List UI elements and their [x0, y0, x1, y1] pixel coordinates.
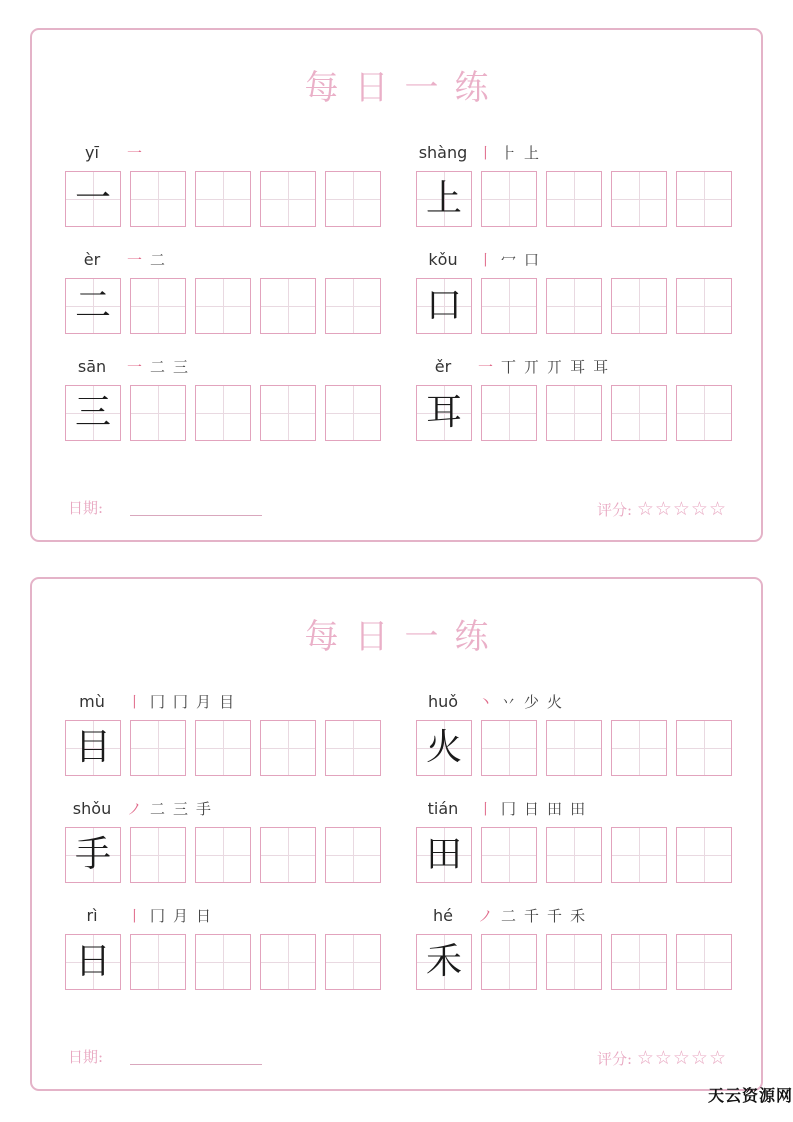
score-area: [597, 1047, 727, 1069]
practice-cell[interactable]: [195, 720, 251, 776]
character-block: [63, 906, 383, 1008]
practice-cell[interactable]: [611, 278, 667, 334]
stroke-order: [478, 904, 593, 928]
practice-cell[interactable]: [130, 171, 186, 227]
stroke-step: 丶: [478, 693, 494, 711]
pinyin-label: ěr: [434, 357, 452, 376]
character-block: [63, 250, 383, 352]
stroke-step: 丨: [478, 800, 494, 818]
practice-cell[interactable]: [611, 720, 667, 776]
practice-cell[interactable]: [546, 385, 602, 441]
model-character: 手: [74, 834, 111, 875]
model-character-cell: [416, 934, 472, 990]
character-block: [63, 692, 383, 794]
model-character: 耳: [425, 392, 462, 433]
stroke-order: [478, 355, 616, 379]
pinyin-label: shàng: [418, 143, 468, 162]
model-character-cell: [65, 385, 121, 441]
practice-cell[interactable]: [260, 720, 316, 776]
practice-cell[interactable]: [481, 827, 537, 883]
model-character: 二: [74, 285, 111, 326]
model-character: 目: [74, 727, 111, 768]
stroke-step: 丅: [501, 358, 517, 376]
date-label: 日期:: [68, 1048, 104, 1066]
stroke-order: [127, 248, 173, 272]
model-character-cell: [65, 278, 121, 334]
practice-cell[interactable]: [611, 171, 667, 227]
stroke-step: 丌: [547, 358, 563, 376]
model-character-cell: [416, 720, 472, 776]
stroke-step: 丨: [127, 693, 143, 711]
model-character: 一: [74, 178, 111, 219]
practice-cell[interactable]: [130, 720, 186, 776]
model-character: 禾: [425, 941, 462, 982]
date-line: [130, 1064, 262, 1065]
stroke-step: 二: [150, 800, 166, 818]
stroke-order: [127, 355, 196, 379]
stroke-step: 火: [547, 693, 563, 711]
practice-cell[interactable]: [195, 934, 251, 990]
pinyin-label: èr: [83, 250, 101, 269]
stroke-step: 丷: [501, 693, 517, 711]
practice-card-1: [30, 28, 763, 542]
stroke-step: 千: [547, 907, 563, 925]
practice-cell[interactable]: [325, 827, 381, 883]
practice-cell[interactable]: [325, 171, 381, 227]
practice-cell[interactable]: [260, 385, 316, 441]
practice-cell[interactable]: [546, 934, 602, 990]
practice-cell[interactable]: [130, 827, 186, 883]
pinyin-label: rì: [86, 906, 98, 925]
stroke-step: 田: [570, 800, 586, 818]
star-rating: ☆☆☆☆☆: [636, 498, 727, 520]
stroke-order: [478, 141, 547, 165]
practice-cell[interactable]: [260, 278, 316, 334]
pinyin-label: yī: [85, 143, 99, 162]
stroke-step: 一: [127, 144, 143, 162]
stroke-step: 冖: [501, 251, 517, 269]
stroke-step: 一: [127, 358, 143, 376]
practice-cell[interactable]: [195, 827, 251, 883]
pinyin-label: sān: [77, 357, 107, 376]
stroke-step: 目: [219, 693, 235, 711]
pinyin-label: tián: [427, 799, 459, 818]
stroke-step: 丌: [524, 358, 540, 376]
practice-cell[interactable]: [260, 827, 316, 883]
practice-cell[interactable]: [546, 827, 602, 883]
model-character: 上: [425, 178, 462, 219]
stroke-step: 丨: [478, 251, 494, 269]
pinyin-label: shǒu: [72, 799, 112, 818]
pinyin-label: hé: [433, 906, 453, 925]
stroke-step: 冂: [150, 907, 166, 925]
stroke-step: 口: [524, 251, 540, 269]
model-character-cell: [65, 934, 121, 990]
stroke-step: 三: [173, 800, 189, 818]
card-title: 每日一练: [304, 617, 505, 657]
character-block: [414, 906, 734, 1008]
practice-card-2: [30, 577, 763, 1091]
character-block: [63, 357, 383, 459]
score-label: 评分:: [596, 1050, 633, 1068]
pinyin-label: mù: [79, 692, 105, 711]
practice-cell[interactable]: [481, 171, 537, 227]
star-rating: ☆☆☆☆☆: [636, 1047, 727, 1069]
stroke-step: 冂: [150, 693, 166, 711]
practice-cell[interactable]: [260, 171, 316, 227]
practice-cell[interactable]: [481, 720, 537, 776]
practice-cell[interactable]: [481, 934, 537, 990]
practice-cell[interactable]: [611, 934, 667, 990]
practice-cell[interactable]: [195, 171, 251, 227]
character-block: [414, 250, 734, 352]
watermark: 天云资源网: [707, 1086, 793, 1105]
date-label: 日期:: [68, 499, 104, 517]
model-character-cell: [65, 720, 121, 776]
practice-cell[interactable]: [325, 278, 381, 334]
practice-cell[interactable]: [546, 720, 602, 776]
stroke-step: 二: [150, 251, 166, 269]
stroke-step: 月: [196, 693, 212, 711]
date-line: [130, 515, 262, 516]
model-character-cell: [65, 827, 121, 883]
model-character-cell: [416, 385, 472, 441]
practice-cell[interactable]: [325, 934, 381, 990]
stroke-step: ⺊: [501, 144, 517, 162]
practice-cell[interactable]: [481, 278, 537, 334]
character-block: [63, 799, 383, 901]
practice-cell[interactable]: [676, 385, 732, 441]
score-label: 评分:: [596, 501, 633, 519]
stroke-order: [127, 141, 150, 165]
card-title: 每日一练: [304, 68, 505, 108]
practice-cell[interactable]: [325, 385, 381, 441]
character-block: [414, 357, 734, 459]
stroke-step: 一: [478, 358, 494, 376]
model-character: 日: [74, 941, 111, 982]
practice-cell[interactable]: [676, 934, 732, 990]
stroke-order: [478, 248, 547, 272]
pinyin-label: huǒ: [427, 692, 459, 711]
stroke-step: 少: [524, 693, 540, 711]
stroke-step: 千: [524, 907, 540, 925]
stroke-step: 一: [127, 251, 143, 269]
practice-cell[interactable]: [546, 278, 602, 334]
pinyin-label: kǒu: [428, 250, 458, 269]
stroke-step: 月: [173, 907, 189, 925]
practice-cell[interactable]: [130, 385, 186, 441]
stroke-step: 耳: [570, 358, 586, 376]
stroke-step: 田: [547, 800, 563, 818]
practice-cell[interactable]: [325, 720, 381, 776]
stroke-order: [478, 690, 570, 714]
practice-cell[interactable]: [130, 278, 186, 334]
character-block: [414, 143, 734, 245]
model-character-cell: [416, 278, 472, 334]
model-character: 口: [425, 285, 462, 326]
stroke-order: [127, 904, 219, 928]
stroke-step: ノ: [127, 800, 143, 818]
character-block: [414, 799, 734, 901]
practice-cell[interactable]: [676, 720, 732, 776]
stroke-step: 冂: [173, 693, 189, 711]
score-area: [597, 498, 727, 520]
practice-cell[interactable]: [676, 171, 732, 227]
practice-cell[interactable]: [676, 278, 732, 334]
practice-cell[interactable]: [481, 385, 537, 441]
stroke-step: 手: [196, 800, 212, 818]
model-character: 火: [425, 727, 462, 768]
model-character-cell: [416, 827, 472, 883]
practice-cell[interactable]: [195, 278, 251, 334]
stroke-step: 二: [501, 907, 517, 925]
practice-cell[interactable]: [195, 385, 251, 441]
stroke-step: ノ: [478, 907, 494, 925]
model-character-cell: [65, 171, 121, 227]
character-block: [63, 143, 383, 245]
practice-cell[interactable]: [676, 827, 732, 883]
stroke-step: 禾: [570, 907, 586, 925]
stroke-order: [127, 690, 242, 714]
stroke-order: [478, 797, 593, 821]
stroke-step: 冂: [501, 800, 517, 818]
stroke-step: 丨: [127, 907, 143, 925]
stroke-step: 三: [173, 358, 189, 376]
practice-cell[interactable]: [611, 385, 667, 441]
model-character: 田: [425, 834, 462, 875]
model-character-cell: [416, 171, 472, 227]
stroke-step: 日: [524, 800, 540, 818]
character-block: [414, 692, 734, 794]
stroke-step: 耳: [593, 358, 609, 376]
practice-cell[interactable]: [130, 934, 186, 990]
model-character: 三: [74, 392, 111, 433]
practice-cell[interactable]: [611, 827, 667, 883]
stroke-step: 日: [196, 907, 212, 925]
practice-cell[interactable]: [546, 171, 602, 227]
stroke-order: [127, 797, 219, 821]
stroke-step: 二: [150, 358, 166, 376]
stroke-step: 上: [524, 144, 540, 162]
stroke-step: 丨: [478, 144, 494, 162]
practice-cell[interactable]: [260, 934, 316, 990]
